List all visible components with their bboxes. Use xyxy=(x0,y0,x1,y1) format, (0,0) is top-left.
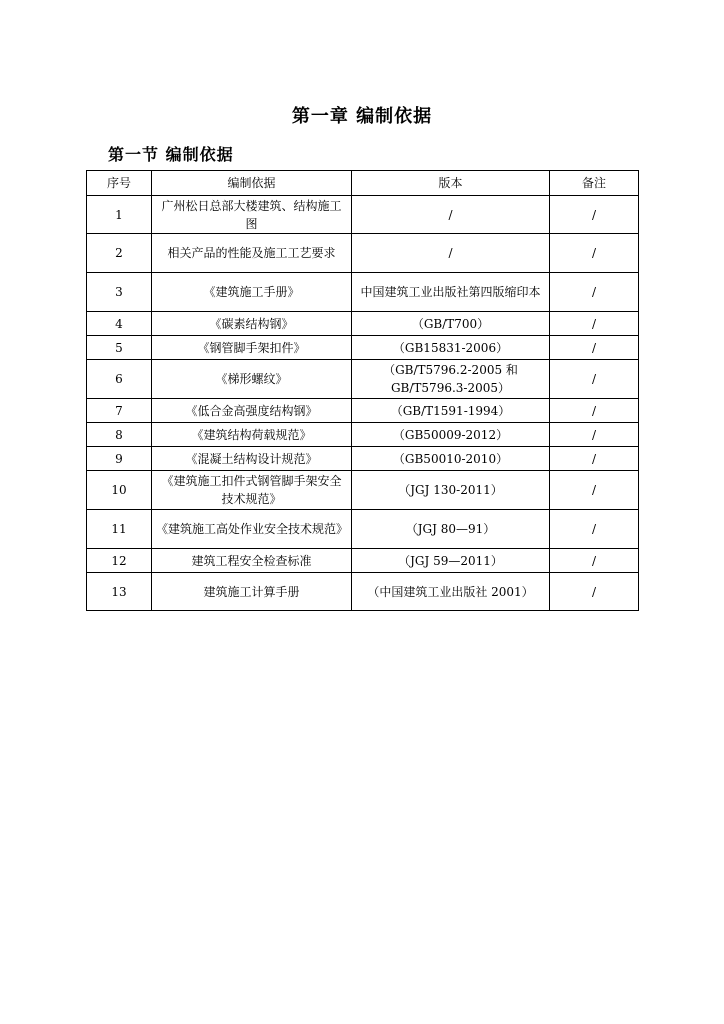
cell-basis: 《建筑结构荷载规范》 xyxy=(152,423,352,447)
cell-basis: 《建筑施工扣件式钢管脚手架安全技术规范》 xyxy=(152,471,352,510)
cell-note: / xyxy=(550,336,639,360)
cell-note: / xyxy=(550,423,639,447)
header-note: 备注 xyxy=(550,171,639,196)
cell-note: / xyxy=(550,312,639,336)
cell-version: （JGJ 59—2011） xyxy=(352,549,550,573)
cell-note: / xyxy=(550,471,639,510)
cell-no: 9 xyxy=(87,447,152,471)
table-row xyxy=(87,423,639,447)
cell-basis: 《钢管脚手架扣件》 xyxy=(152,336,352,360)
table-header-row xyxy=(87,171,639,196)
table-row xyxy=(87,273,639,312)
header-version: 版本 xyxy=(352,171,550,196)
cell-no: 12 xyxy=(87,549,152,573)
cell-basis: 《建筑施工高处作业安全技术规范》 xyxy=(152,510,352,549)
table-row xyxy=(87,471,639,510)
cell-basis: 相关产品的性能及施工工艺要求 xyxy=(152,234,352,273)
cell-version: （GB/T5796.2-2005 和 GB/T5796.3-2005） xyxy=(352,360,550,399)
table-row xyxy=(87,549,639,573)
cell-no: 1 xyxy=(87,196,152,234)
cell-version: （GB50009-2012） xyxy=(352,423,550,447)
cell-version: （GB50010-2010） xyxy=(352,447,550,471)
cell-version: （中国建筑工业出版社 2001） xyxy=(352,573,550,611)
cell-basis: 广州松日总部大楼建筑、结构施工图 xyxy=(152,196,352,234)
cell-no: 11 xyxy=(87,510,152,549)
cell-no: 2 xyxy=(87,234,152,273)
table-row xyxy=(87,399,639,423)
cell-basis: 《碳素结构钢》 xyxy=(152,312,352,336)
cell-basis: 《混凝土结构设计规范》 xyxy=(152,447,352,471)
cell-basis: 建筑工程安全检查标准 xyxy=(152,549,352,573)
table-row xyxy=(87,336,639,360)
table-row xyxy=(87,573,639,611)
cell-note: / xyxy=(550,234,639,273)
table-row xyxy=(87,447,639,471)
cell-no: 10 xyxy=(87,471,152,510)
cell-basis: 《建筑施工手册》 xyxy=(152,273,352,312)
cell-no: 3 xyxy=(87,273,152,312)
header-no: 序号 xyxy=(87,171,152,196)
cell-version: 中国建筑工业出版社第四版缩印本 xyxy=(352,273,550,312)
cell-no: 6 xyxy=(87,360,152,399)
table-row xyxy=(87,360,639,399)
cell-note: / xyxy=(550,510,639,549)
cell-note: / xyxy=(550,273,639,312)
table-row xyxy=(87,510,639,549)
cell-version: （GB/T700） xyxy=(352,312,550,336)
cell-version: / xyxy=(352,196,550,234)
basis-table xyxy=(86,170,639,611)
cell-no: 13 xyxy=(87,573,152,611)
cell-version: （GB15831-2006） xyxy=(352,336,550,360)
cell-note: / xyxy=(550,573,639,611)
cell-no: 8 xyxy=(87,423,152,447)
cell-note: / xyxy=(550,447,639,471)
cell-no: 5 xyxy=(87,336,152,360)
cell-basis: 《低合金高强度结构钢》 xyxy=(152,399,352,423)
cell-note: / xyxy=(550,196,639,234)
cell-version: （JGJ 80—91） xyxy=(352,510,550,549)
cell-note: / xyxy=(550,360,639,399)
cell-version: / xyxy=(352,234,550,273)
header-basis: 编制依据 xyxy=(152,171,352,196)
cell-basis: 建筑施工计算手册 xyxy=(152,573,352,611)
cell-version: （GB/T1591-1994） xyxy=(352,399,550,423)
table-row xyxy=(87,312,639,336)
cell-version: （JGJ 130-2011） xyxy=(352,471,550,510)
chapter-title: 第一章 编制依据 xyxy=(291,106,433,127)
cell-note: / xyxy=(550,399,639,423)
cell-no: 7 xyxy=(87,399,152,423)
cell-note: / xyxy=(550,549,639,573)
cell-basis: 《梯形螺纹》 xyxy=(152,360,352,399)
table-row xyxy=(87,234,639,273)
section-title: 第一节 编制依据 xyxy=(108,145,234,164)
table-row xyxy=(87,196,639,234)
cell-no: 4 xyxy=(87,312,152,336)
